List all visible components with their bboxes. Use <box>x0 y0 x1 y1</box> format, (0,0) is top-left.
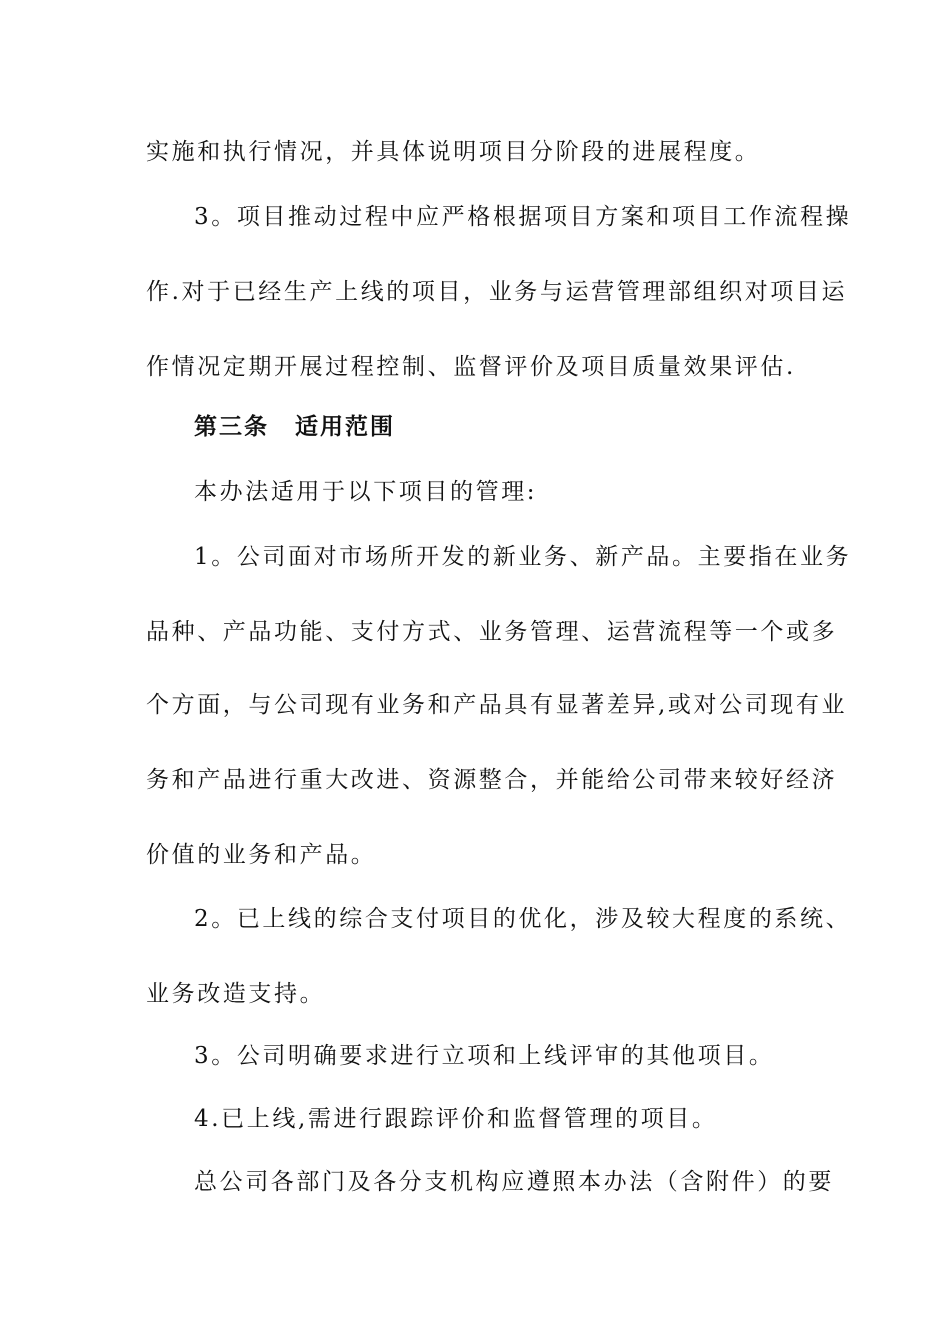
section-number: 第三条 <box>194 413 269 440</box>
paragraph-line: 3。项目推动过程中应严格根据项目方案和项目工作流程操 <box>194 204 852 230</box>
section-title: 适用范围 <box>295 413 395 440</box>
paragraph-line: 作.对于已经生产上线的项目，业务与运营管理部组织对项目运 <box>146 279 848 305</box>
paragraph-line: 业务改造支持。 <box>146 981 326 1007</box>
paragraph-line: 2。已上线的综合支付项目的优化，涉及较大程度的系统、 <box>194 906 852 932</box>
paragraph-line: 本办法适用于以下项目的管理: <box>194 479 538 505</box>
paragraph-line: 价值的业务和产品。 <box>146 842 377 868</box>
section-heading <box>194 412 874 442</box>
paragraph-line: 实施和执行情况，并具体说明项目分阶段的进展程度。 <box>146 139 761 165</box>
paragraph-line: 1。公司面对市场所开发的新业务、新产品。主要指在业务 <box>194 544 852 570</box>
paragraph-line: 务和产品进行重大改进、资源整合，并能给公司带来较好经济 <box>146 767 838 793</box>
paragraph-line: 个方面，与公司现有业务和产品具有显著差异,或对公司现有业 <box>146 692 848 718</box>
paragraph-line: 总公司各部门及各分支机构应遵照本办法（含附件）的要 <box>194 1169 834 1195</box>
paragraph-line: 3。公司明确要求进行立项和上线评审的其他项目。 <box>194 1043 775 1069</box>
paragraph-line: 4.已上线,需进行跟踪评价和监督管理的项目。 <box>194 1106 718 1132</box>
paragraph-line: 品种、产品功能、支付方式、业务管理、运营流程等一个或多 <box>146 619 838 645</box>
paragraph-line: 作情况定期开展过程控制、监督评价及项目质量效果评估. <box>146 354 796 380</box>
